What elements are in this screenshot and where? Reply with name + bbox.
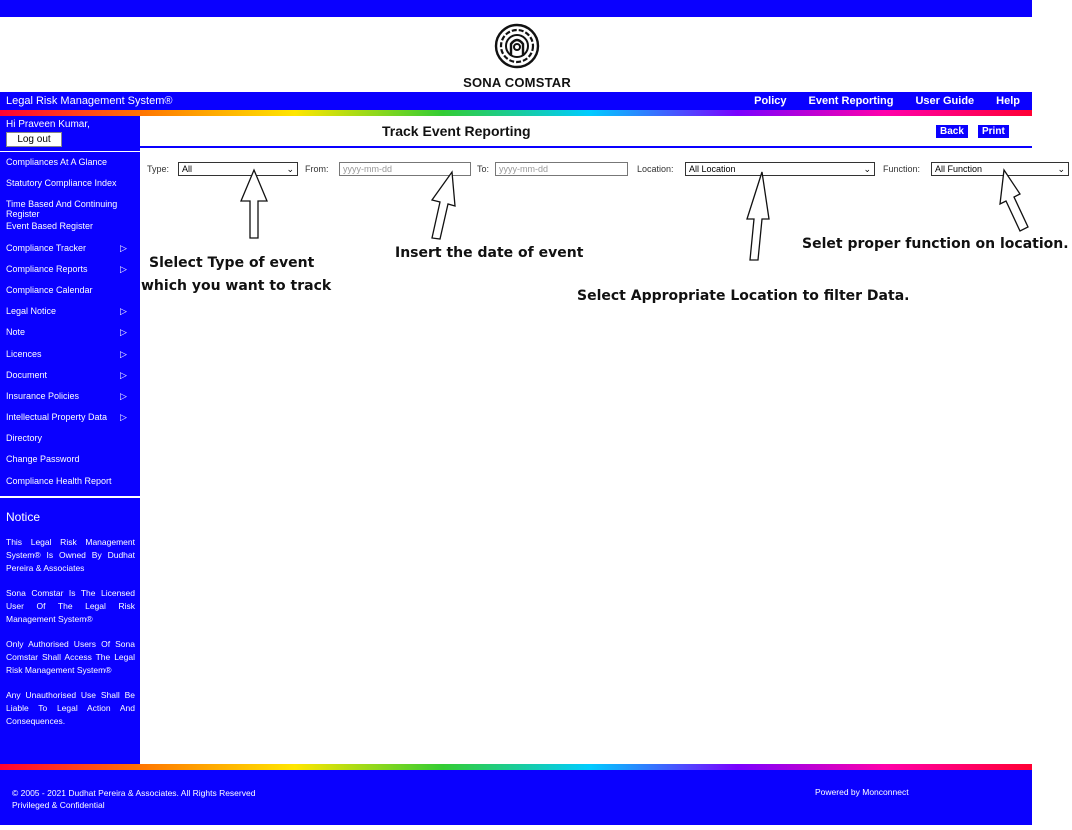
submenu-arrow-icon: ▷: [120, 263, 127, 274]
sidebar-item-compliance-reports[interactable]: Compliance Reports ▷: [0, 259, 140, 280]
annotation-function: Selet proper function on location.: [802, 236, 1069, 252]
arrow-up-icon: [241, 170, 267, 238]
location-select[interactable]: All Location ⌄: [685, 162, 875, 176]
from-label: From:: [305, 164, 329, 174]
annotation-type-line1: Slelect Type of event: [149, 255, 315, 271]
sidebar-item-directory[interactable]: Directory: [6, 433, 43, 444]
type-select[interactable]: All ⌄: [178, 162, 298, 176]
sidebar-item-document[interactable]: Document ▷: [0, 365, 140, 386]
chevron-down-icon: ⌄: [286, 164, 294, 174]
notice-text: Only Authorised Users Of Sona Comstar Shall Access The Legal Risk Management System®: [6, 638, 135, 675]
arrow-up-icon: [747, 172, 769, 260]
sidebar-item-compliance-health-report[interactable]: Compliance Health Report: [6, 475, 112, 486]
menu-help[interactable]: Help: [996, 95, 1020, 107]
arrow-up-icon: [432, 172, 455, 239]
sidebar-item-statutory-compliance-index[interactable]: Statutory Compliance Index: [6, 178, 117, 189]
submenu-arrow-icon: ▷: [120, 412, 127, 423]
sidebar-item-legal-notice[interactable]: Legal Notice ▷: [0, 301, 140, 322]
menu-user-guide[interactable]: User Guide: [915, 95, 975, 107]
submenu-arrow-icon: ▷: [120, 348, 127, 359]
sidebar-item-time-based-register[interactable]: Time Based And Continuing Register: [6, 199, 118, 220]
page-title: Track Event Reporting: [382, 123, 531, 139]
chevron-down-icon: ⌄: [1057, 164, 1065, 174]
print-button[interactable]: Print: [978, 125, 1009, 138]
system-title: Legal Risk Management System®: [6, 95, 173, 107]
function-label: Function:: [883, 164, 921, 174]
logout-button[interactable]: Log out: [6, 132, 62, 147]
sidebar-item-compliance-calendar[interactable]: Compliance Calendar: [6, 284, 93, 295]
sidebar-item-note[interactable]: Note ▷: [0, 322, 140, 343]
sidebar-item-compliances-at-a-glance[interactable]: Compliances At A Glance: [6, 157, 108, 167]
sidebar-item-licences[interactable]: Licences ▷: [0, 344, 140, 365]
sidebar-item-change-password[interactable]: Change Password: [6, 454, 80, 465]
submenu-arrow-icon: ▷: [120, 369, 127, 380]
back-button[interactable]: Back: [936, 125, 968, 138]
footer-copyright: © 2005 - 2021 Dudhat Pereira & Associates. All Rights Reserved Privileged & Confidential: [12, 788, 256, 810]
notice-text: Sona Comstar Is The Licensed User Of The Legal Risk Management System®: [6, 587, 135, 624]
arrow-up-icon: [1000, 170, 1028, 231]
submenu-arrow-icon: ▷: [120, 242, 127, 253]
type-label: Type:: [147, 164, 170, 174]
footer: [0, 770, 1032, 825]
submenu-arrow-icon: ▷: [120, 306, 127, 317]
logo-wordmark: SONA COMSTAR: [463, 75, 571, 90]
function-select[interactable]: All Function ⌄: [931, 162, 1069, 176]
annotation-date: Insert the date of event: [395, 245, 584, 261]
sidebar-item-insurance-policies[interactable]: Insurance Policies ▷: [0, 386, 140, 407]
menu-policy[interactable]: Policy: [754, 95, 787, 107]
to-label: To:: [477, 164, 490, 174]
sidebar-item-intellectual-property-data[interactable]: Intellectual Property Data ▷: [0, 407, 140, 428]
menu-event-reporting[interactable]: Event Reporting: [808, 95, 894, 107]
submenu-arrow-icon: ▷: [120, 390, 127, 401]
footer-powered-by: Powered by Monconnect: [815, 787, 909, 797]
sidebar-item-compliance-tracker[interactable]: Compliance Tracker ▷: [0, 238, 140, 259]
annotation-type-line2: which you want to track: [141, 278, 332, 294]
annotation-location: Select Appropriate Location to filter Data.: [577, 288, 910, 304]
sidebar-item-event-based-register[interactable]: Event Based Register: [6, 221, 94, 232]
chevron-down-icon: ⌄: [863, 164, 871, 174]
notice-text: This Legal Risk Management System® Is Owned By Dudhat Pereira & Associates: [6, 536, 135, 573]
footer-confidential: Privileged & Confidential: [12, 800, 105, 810]
notice-title: Notice: [6, 509, 41, 524]
from-date-input[interactable]: yyyy-mm-dd: [339, 162, 471, 176]
to-date-input[interactable]: yyyy-mm-dd: [495, 162, 628, 176]
user-greeting: Hi Praveen Kumar,: [6, 119, 90, 130]
location-label: Location:: [637, 164, 674, 174]
submenu-arrow-icon: ▷: [120, 327, 127, 338]
notice-text: Any Unauthorised Use Shall Be Liable To Legal Action And Consequences.: [6, 689, 135, 726]
